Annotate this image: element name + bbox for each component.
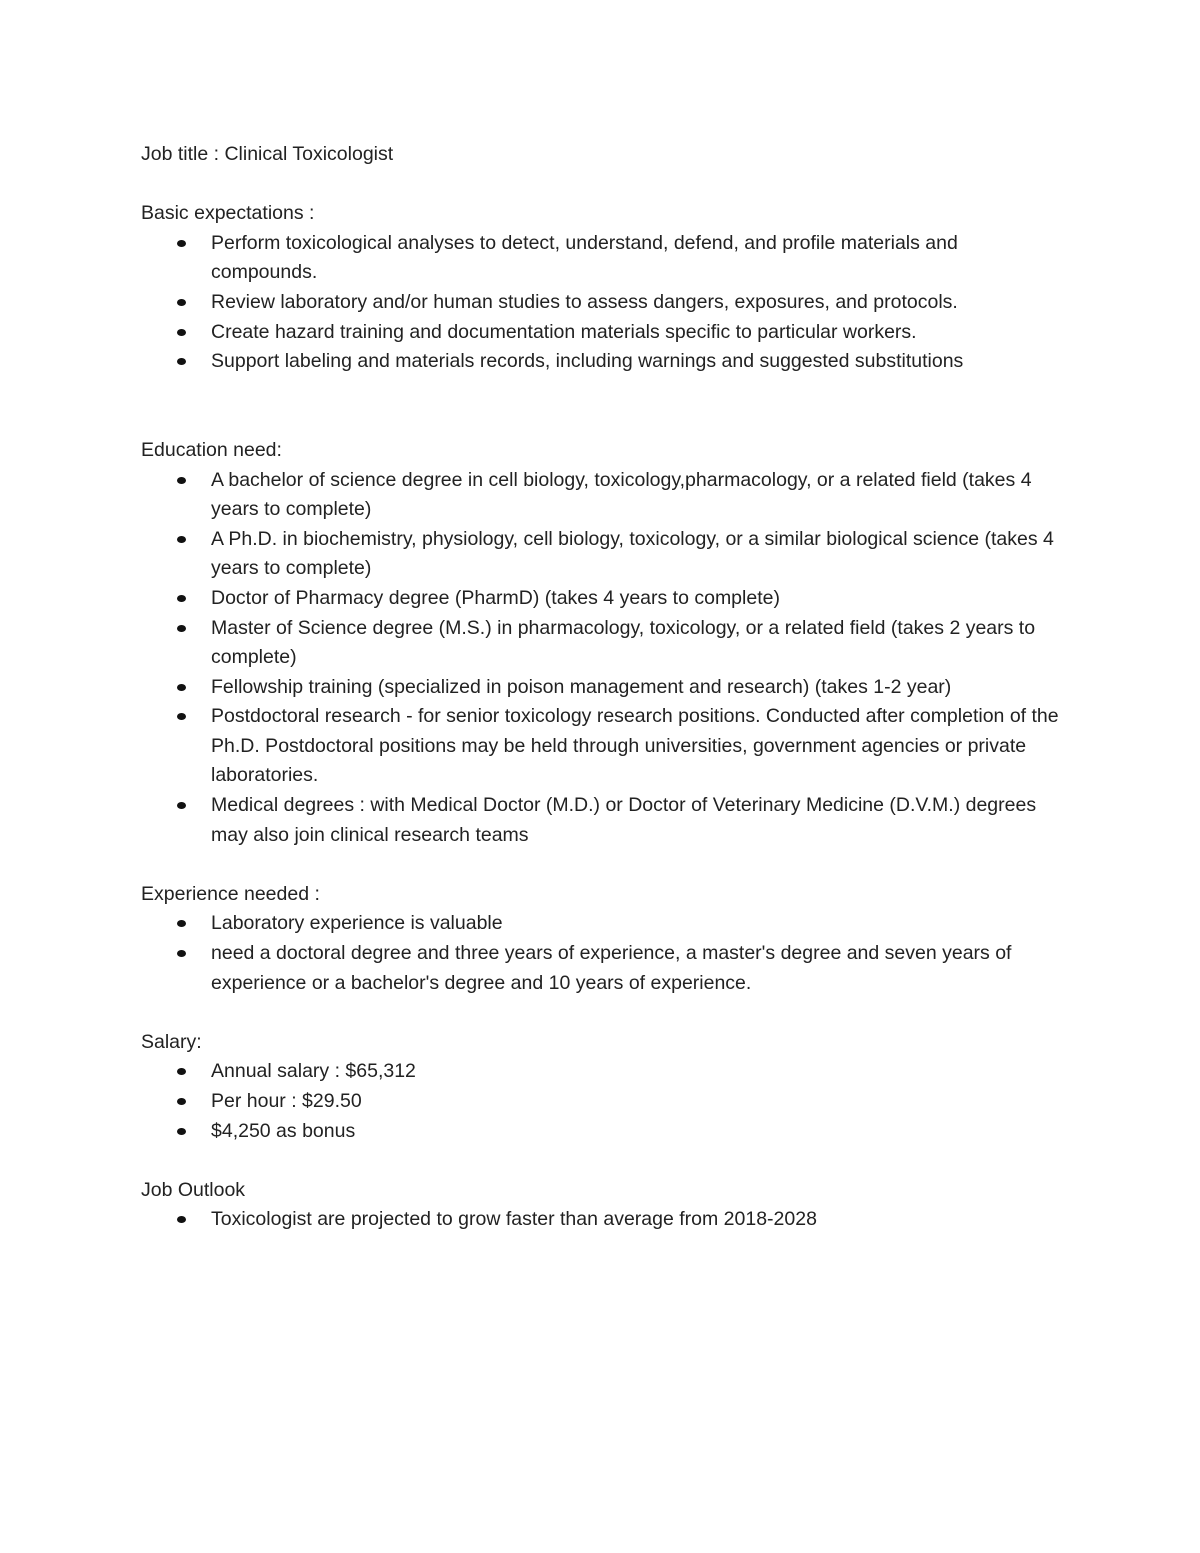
list-item xyxy=(211,347,1061,377)
list-item xyxy=(211,791,1061,850)
blank-line xyxy=(141,377,1061,436)
bullet-icon xyxy=(177,358,186,365)
list-item-text: Annual salary : $65,312 xyxy=(211,1060,416,1083)
bullet-icon xyxy=(177,1128,186,1135)
bullet-icon xyxy=(177,595,186,602)
list-item xyxy=(211,939,1061,998)
list-item-text: Create hazard training and documentation materials specific to particular workers. xyxy=(211,320,917,343)
experience-heading: Experience needed : xyxy=(141,882,320,905)
list-item-text: Postdoctoral research - for senior toxicology research positions. Conducted after completion of the Ph.D. Postdoctoral positions may be held through universities, government agencies or private laboratories. xyxy=(211,705,1059,787)
list-item-text: Doctor of Pharmacy degree (PharmD) (takes 4 years to complete) xyxy=(211,586,780,609)
bullet-icon xyxy=(177,1068,186,1075)
basic-expectations-list xyxy=(141,229,1061,377)
list-item xyxy=(211,702,1061,791)
basic-expectations-heading: Basic expectations : xyxy=(141,202,315,225)
list-item xyxy=(211,525,1061,584)
list-item-text: Master of Science degree (M.S.) in pharmacology, toxicology, or a related field (takes 2 years to complete) xyxy=(211,616,1036,669)
list-item xyxy=(211,229,1061,288)
bullet-icon xyxy=(177,477,186,484)
bullet-icon xyxy=(177,920,186,927)
list-item xyxy=(211,584,1061,614)
blank-line xyxy=(141,1146,1061,1176)
bullet-icon xyxy=(177,329,186,336)
list-item xyxy=(211,909,1061,939)
list-item-text: Review laboratory and/or human studies to assess dangers, exposures, and protocols. xyxy=(211,290,958,313)
bullet-icon xyxy=(177,536,186,543)
list-item-text: A bachelor of science degree in cell biology, toxicology,pharmacology, or a related field (takes 4 years to complete) xyxy=(211,468,1032,521)
list-item-text: Support labeling and materials records, including warnings and suggested substitutions xyxy=(211,350,964,373)
document-body xyxy=(141,140,1061,1235)
list-item xyxy=(211,1087,1061,1117)
job-title: Job title : Clinical Toxicologist xyxy=(141,143,394,165)
salary-heading: Salary: xyxy=(141,1030,202,1053)
list-item xyxy=(211,614,1061,673)
list-item xyxy=(211,466,1061,525)
blank-line xyxy=(141,850,1061,880)
list-item-text: Perform toxicological analyses to detect, understand, defend, and profile materials and compounds. xyxy=(211,231,958,284)
list-item xyxy=(211,1057,1061,1087)
blank-line xyxy=(141,170,1061,200)
bullet-icon xyxy=(177,240,186,247)
salary-list xyxy=(141,1057,1061,1146)
bullet-icon xyxy=(177,713,186,720)
list-item xyxy=(211,1117,1061,1147)
list-item xyxy=(211,673,1061,703)
list-item-text: A Ph.D. in biochemistry, physiology, cell biology, toxicology, or a similar biological science (takes 4 years to complete) xyxy=(211,527,1054,580)
list-item-text: Toxicologist are projected to grow faster than average from 2018-2028 xyxy=(211,1208,817,1231)
job-outlook-list xyxy=(141,1205,1061,1235)
list-item-text: $4,250 as bonus xyxy=(211,1119,356,1142)
list-item-text: Medical degrees : with Medical Doctor (M.D.) or Doctor of Veterinary Medicine (D.V.M.) degrees may also join clinical research teams xyxy=(211,794,1037,846)
experience-list xyxy=(141,909,1061,998)
list-item-text: Fellowship training (specialized in poison management and research) (takes 1-2 year) xyxy=(211,675,952,698)
list-item xyxy=(211,1205,1061,1235)
education-heading: Education need: xyxy=(141,438,282,461)
list-item-text: Per hour : $29.50 xyxy=(211,1090,362,1112)
list-item-text: Laboratory experience is valuable xyxy=(211,912,503,935)
education-list xyxy=(141,466,1061,851)
list-item xyxy=(211,318,1061,348)
blank-line xyxy=(141,998,1061,1028)
bullet-icon xyxy=(177,1216,186,1223)
list-item xyxy=(211,288,1061,318)
bullet-icon xyxy=(177,950,186,957)
bullet-icon xyxy=(177,299,186,306)
bullet-icon xyxy=(177,684,186,691)
bullet-icon xyxy=(177,625,186,632)
bullet-icon xyxy=(177,802,186,809)
bullet-icon xyxy=(177,1098,186,1105)
job-outlook-heading: Job Outlook xyxy=(141,1178,246,1201)
list-item-text: need a doctoral degree and three years of experience, a master's degree and seven years of experience or a bachelor's degree and 10 years of experience. xyxy=(211,942,1012,994)
